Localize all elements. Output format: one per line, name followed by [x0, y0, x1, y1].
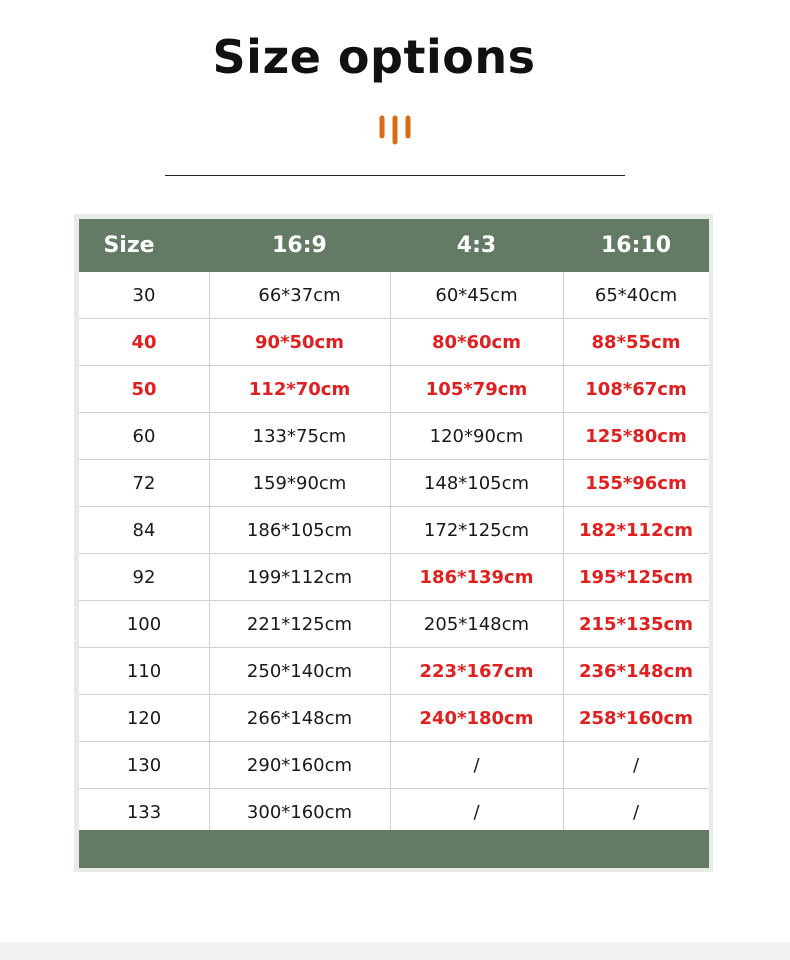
size-cell: 133	[126, 802, 162, 823]
table-row	[79, 366, 709, 413]
ratio-16-9-cell: 159*90cm	[252, 473, 347, 494]
ratio-4-3-cell: 240*180cm	[419, 708, 534, 729]
ratio-16-9-cell: 199*112cm	[246, 567, 353, 588]
header-16-9: 16:9	[272, 233, 327, 258]
ratio-4-3-cell: 148*105cm	[423, 473, 530, 494]
ratio-4-3-cell: 60*45cm	[435, 285, 518, 306]
table-row	[79, 319, 709, 366]
ratio-16-9-cell: 133*75cm	[252, 426, 347, 447]
column-divider	[209, 272, 210, 830]
table-row	[79, 460, 709, 507]
size-cell: 84	[132, 520, 156, 541]
size-cell: 72	[132, 473, 156, 494]
ratio-4-3-cell: 186*139cm	[419, 567, 534, 588]
ratio-16-10-cell: 215*135cm	[579, 614, 693, 635]
ratio-16-10-cell: 236*148cm	[579, 661, 693, 682]
ratio-16-9-cell: 112*70cm	[248, 379, 351, 400]
ratio-16-9-cell: 186*105cm	[246, 520, 353, 541]
ratio-4-3-cell: 205*148cm	[423, 614, 530, 635]
ratio-16-10-cell: 155*96cm	[585, 473, 687, 494]
size-cell: 60	[132, 426, 156, 447]
table-row	[79, 272, 709, 319]
ratio-16-10-cell: /	[632, 755, 640, 776]
size-cell: 130	[126, 755, 162, 776]
title-divider	[165, 175, 625, 176]
size-cell: 110	[126, 661, 162, 682]
table-row	[79, 695, 709, 742]
decorative-bars-icon	[378, 114, 412, 146]
ratio-16-10-cell: 65*40cm	[594, 285, 678, 306]
ratio-16-9-cell: 221*125cm	[246, 614, 353, 635]
column-divider	[390, 272, 391, 830]
size-cell: 92	[132, 567, 156, 588]
ratio-4-3-cell: /	[473, 755, 480, 776]
ratio-4-3-cell: 105*79cm	[425, 379, 528, 400]
ratio-16-10-cell: 108*67cm	[585, 379, 687, 400]
size-cell: 40	[131, 332, 157, 353]
size-cell: 120	[126, 708, 162, 729]
ratio-16-10-cell: 182*112cm	[579, 520, 693, 541]
ratio-16-10-cell: 195*125cm	[579, 567, 693, 588]
page-title: Size options	[212, 30, 536, 84]
ratio-16-9-cell: 266*148cm	[246, 708, 353, 729]
table-footer	[79, 830, 709, 868]
size-cell: 100	[126, 614, 162, 635]
ratio-16-10-cell: /	[632, 802, 640, 823]
ratio-4-3-cell: 120*90cm	[429, 426, 524, 447]
ratio-16-9-cell: 66*37cm	[258, 285, 341, 306]
table-row	[79, 648, 709, 695]
table-row	[79, 601, 709, 648]
bottom-strip	[0, 942, 790, 960]
table-row	[79, 742, 709, 789]
ratio-4-3-cell: /	[473, 802, 480, 823]
table-row	[79, 507, 709, 554]
header-16-10: 16:10	[600, 233, 672, 258]
ratio-16-9-cell: 290*160cm	[246, 755, 353, 776]
ratio-16-10-cell: 125*80cm	[585, 426, 687, 447]
header-4-3: 4:3	[456, 233, 497, 258]
table-row	[79, 789, 709, 835]
size-cell: 30	[132, 285, 156, 306]
header-size: Size	[103, 233, 155, 258]
table-row	[79, 413, 709, 460]
ratio-16-9-cell: 300*160cm	[246, 802, 353, 823]
ratio-4-3-cell: 80*60cm	[432, 332, 521, 353]
ratio-4-3-cell: 172*125cm	[423, 520, 530, 541]
table-row	[79, 554, 709, 601]
ratio-16-10-cell: 88*55cm	[591, 332, 681, 353]
ratio-16-9-cell: 250*140cm	[246, 661, 353, 682]
column-divider	[563, 272, 564, 830]
size-cell: 50	[131, 379, 157, 400]
ratio-16-9-cell: 90*50cm	[255, 332, 344, 353]
ratio-16-10-cell: 258*160cm	[579, 708, 693, 729]
ratio-4-3-cell: 223*167cm	[419, 661, 534, 682]
size-rows	[79, 272, 709, 835]
